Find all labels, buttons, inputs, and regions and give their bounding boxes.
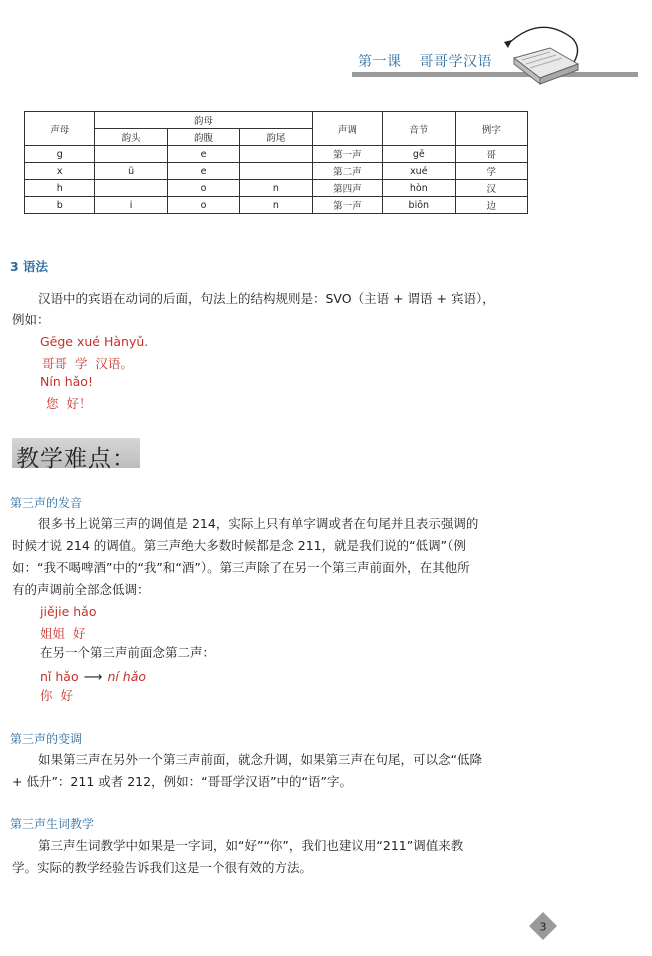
example-chars: 哥哥 学 汉语。: [42, 356, 133, 371]
paragraph-line: 学。实际的教学经验告诉我们这是一个很有效的方法。: [12, 860, 313, 875]
header-lizi: 例字: [455, 112, 527, 146]
section-heading: 第三声的变调: [10, 732, 83, 746]
header-rule: [352, 72, 638, 77]
table-row: b i o n 第一声 biōn 边: [25, 197, 528, 214]
grammar-text-line2: 例如：: [12, 312, 50, 327]
section-heading: 第三声的发音: [10, 496, 83, 510]
arrow-right-icon: ⟶: [83, 670, 103, 685]
example-pinyin: Nín hǎo!: [40, 374, 93, 389]
header-yuntou: 韵头: [95, 129, 167, 146]
lesson-label: 第一课: [358, 54, 402, 70]
paragraph-line: 如：“我不喝啤酒”中的“我”和“酒”）。第三声除了在另一个第三声前面外，在其他所: [12, 560, 470, 575]
example-chars: 你 好: [40, 688, 73, 703]
paragraph-line: 有的声调前全部念低调：: [12, 582, 150, 597]
header-shengmu: 声母: [25, 112, 95, 146]
table-row: h o n 第四声 hòn 汉: [25, 180, 528, 197]
paragraph-line: 在另一个第三声前面念第二声：: [40, 645, 216, 660]
example-chars: 姐姐 好: [40, 626, 86, 641]
table-row: g e 第一声 gē 哥: [25, 146, 528, 163]
paragraph-line: 第三声生词教学中如果是一字词，如“好”“你”，我们也建议用“211”调值来教: [38, 838, 464, 853]
book-icon: [500, 18, 592, 98]
grammar-text-line1: 汉语中的宾语在动词的后面，句法上的结构规则是：SVO（主语 + 谓语 + 宾语），: [38, 291, 495, 306]
header-shengdiao: 声调: [312, 112, 382, 146]
paragraph-line: 很多书上说第三声的调值是 214，实际上只有单字调或者在句尾并且表示强调的: [38, 516, 479, 531]
example-pinyin: ní hǎo: [107, 669, 147, 684]
example-pinyin: Gēge xué Hànyǔ.: [40, 334, 149, 349]
teaching-difficulties-banner: 教学难点：: [16, 446, 136, 472]
paragraph-line: + 低升”：211 或者 212，例如：“哥哥学汉语”中的“语”字。: [12, 774, 352, 789]
header-yunmu: 韵母: [95, 112, 312, 129]
example-pinyin: nǐ hǎo: [40, 669, 79, 684]
lesson-title: 哥哥学汉语: [419, 54, 492, 70]
grammar-heading: 3 语法: [10, 259, 49, 274]
paragraph-line: 时候才说 214 的调值。第三声绝大多数时候都是念 211，就是我们说的“低调”（例: [12, 538, 466, 553]
header-yunwei: 韵尾: [240, 129, 312, 146]
page-number: 3: [539, 920, 547, 934]
table-row: x ü e 第二声 xué 学: [25, 163, 528, 180]
paragraph-line: 如果第三声在另外一个第三声前面，就念升调，如果第三声在句尾，可以念“低降: [38, 752, 482, 767]
section-heading: 第三声生词教学: [10, 817, 95, 831]
tone-change-example: [40, 666, 146, 685]
syllable-table: [24, 111, 528, 214]
header-yinjie: 音节: [383, 112, 456, 146]
running-header: [358, 51, 492, 71]
header-yunfu: 韵腹: [167, 129, 239, 146]
page-number-badge: [528, 911, 558, 941]
example-chars: 您 好！: [46, 396, 92, 411]
example-pinyin: jiějie hǎo: [40, 604, 97, 619]
